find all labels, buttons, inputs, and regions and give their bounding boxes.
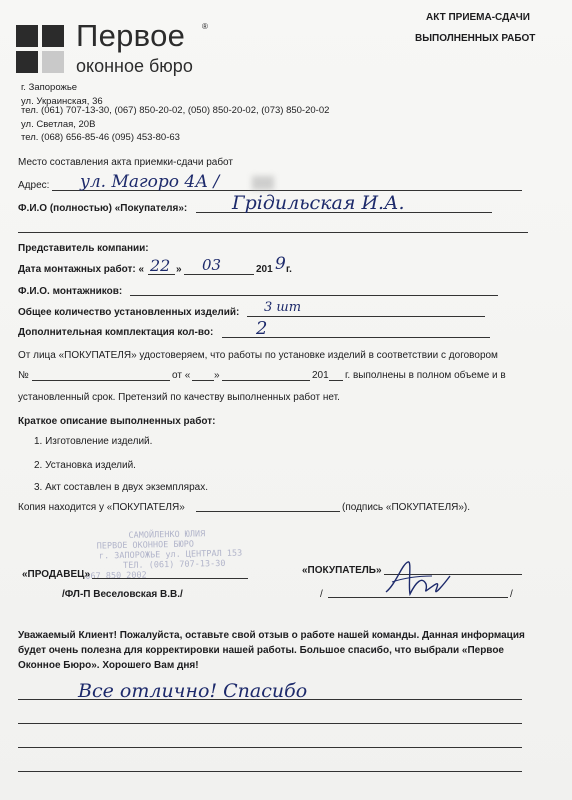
work-item-3: 3. Акт составлен в двух экземплярах.: [34, 482, 208, 493]
date-suffix: г.: [286, 264, 292, 275]
stamp-line: 067 850 2002: [85, 570, 147, 582]
stamp-line: САМОЙЛЕНКО ЮЛИЯ: [128, 529, 206, 541]
work-item-2: 2. Установка изделий.: [34, 460, 136, 471]
statement-line-1: От лица «ПОКУПАТЕЛЯ» удостоверяем, что работы по установке изделий в соответствии с договором: [18, 350, 498, 361]
feedback-line-c: [18, 747, 522, 748]
fio-line-2: [18, 232, 528, 233]
buyer-slash-right: /: [510, 589, 513, 600]
date-month-line: [184, 274, 254, 275]
total-items-line: [247, 316, 485, 317]
company-stamp: [84, 528, 260, 592]
registered-mark: ®: [202, 22, 208, 31]
date-day-handwritten: 22: [150, 256, 171, 275]
buyer-slash-left: /: [320, 589, 323, 600]
contact-phones-2: тел. (068) 656-85-46 (095) 453-80-63: [21, 132, 180, 143]
installers-label: Ф.И.О. монтажников:: [18, 286, 123, 297]
feedback-line-b: [18, 723, 522, 724]
redacted-area: [252, 176, 274, 190]
feedback-line-1: Уважаемый Клиент! Пожалуйста, оставьте свой отзыв о работе нашей команды. Данная информация: [18, 630, 525, 641]
feedback-line-a: [18, 699, 522, 700]
stamp-line: ПЕРВОЕ ОКОННОЕ БЮРО: [96, 539, 195, 552]
logo-icon: [16, 25, 68, 77]
feedback-handwritten: Все отлично! Спасибо: [78, 680, 308, 702]
date-label: Дата монтажных работ: «: [18, 264, 145, 275]
stamp-line: г. ЗАПОРОЖЬЕ ул. ЦЕНТРАЛ 153: [98, 548, 243, 562]
brand-subtitle: оконное бюро: [76, 56, 193, 76]
statement-year-prefix: 201: [312, 370, 329, 381]
address-label: Адрес:: [18, 180, 50, 191]
buyer-signature-scribble: [378, 554, 458, 604]
stamp-line: ТЕЛ. (061) 707-13-30: [123, 558, 226, 572]
statement-from: от «: [172, 370, 191, 381]
date-quote: »: [176, 264, 182, 275]
contract-month-line: [222, 380, 310, 381]
total-items-handwritten: 3 шт: [264, 300, 302, 315]
contact-street-2: ул. Светлая, 20В: [21, 119, 96, 130]
brief-label: Краткое описание выполненных работ:: [18, 416, 216, 427]
copy-signature-line: [196, 511, 340, 512]
doc-title-line1: АКТ ПРИЕМА-СДАЧИ: [426, 12, 530, 23]
extra-handwritten: 2: [256, 318, 268, 339]
contract-day-line: [192, 380, 214, 381]
statement-number-sign: №: [18, 370, 29, 381]
feedback-line-d: [18, 771, 522, 772]
buyer-label: «ПОКУПАТЕЛЬ»: [302, 565, 382, 576]
fio-handwritten: Грідильская И.А.: [232, 192, 405, 214]
installers-line: [130, 295, 498, 296]
date-year-prefix: 201: [256, 264, 273, 275]
date-year-handwritten: 9: [275, 254, 286, 274]
brand-name: Первое: [76, 18, 186, 53]
contract-number-line: [32, 380, 170, 381]
date-month-handwritten: 03: [202, 256, 222, 274]
fio-label: Ф.И.О (полностью) «Покупателя»:: [18, 203, 188, 214]
feedback-line-2: будет очень полезна для корректировки нашей работы. Большое спасибо, что выбрали «Первое: [18, 645, 504, 656]
work-item-1: 1. Изготовление изделий.: [34, 436, 153, 447]
seller-label: «ПРОДАВЕЦ»: [22, 569, 91, 580]
contact-phones-1: тел. (061) 707-13-30, (067) 850-20-02, (050) 850-20-02, (073) 850-20-02: [21, 105, 330, 116]
copy-signature-caption: (подпись «ПОКУПАТЕЛЯ»).: [342, 502, 471, 513]
address-handwritten: ул. Магоро 4А /: [80, 172, 220, 192]
statement-line-3: установленный срок. Претензий по качеству выполненных работ нет.: [18, 392, 340, 403]
contract-year-line: [329, 380, 343, 381]
statement-quote: »: [214, 370, 220, 381]
place-label: Место составления акта приемки-сдачи работ: [18, 157, 233, 168]
seller-name: /ФЛ-П Веселовская В.В./: [62, 589, 183, 600]
contact-street-1: ул. Украинская, 36: [21, 96, 103, 107]
total-items-label: Общее количество установленных изделий:: [18, 307, 240, 318]
statement-line-2-end: г. выполнены в полном объеме и в: [345, 370, 506, 381]
feedback-line-3: Оконное Бюро». Хорошего Вам дня!: [18, 660, 199, 671]
copy-label: Копия находится у «ПОКУПАТЕЛЯ»: [18, 502, 185, 513]
extra-label: Дополнительная комплектация кол-во:: [18, 327, 214, 338]
seller-signature-line: [92, 578, 248, 579]
rep-label: Представитель компании:: [18, 243, 149, 254]
doc-title-line2: ВЫПОЛНЕННЫХ РАБОТ: [415, 33, 536, 44]
contact-city: г. Запорожье: [21, 82, 78, 93]
